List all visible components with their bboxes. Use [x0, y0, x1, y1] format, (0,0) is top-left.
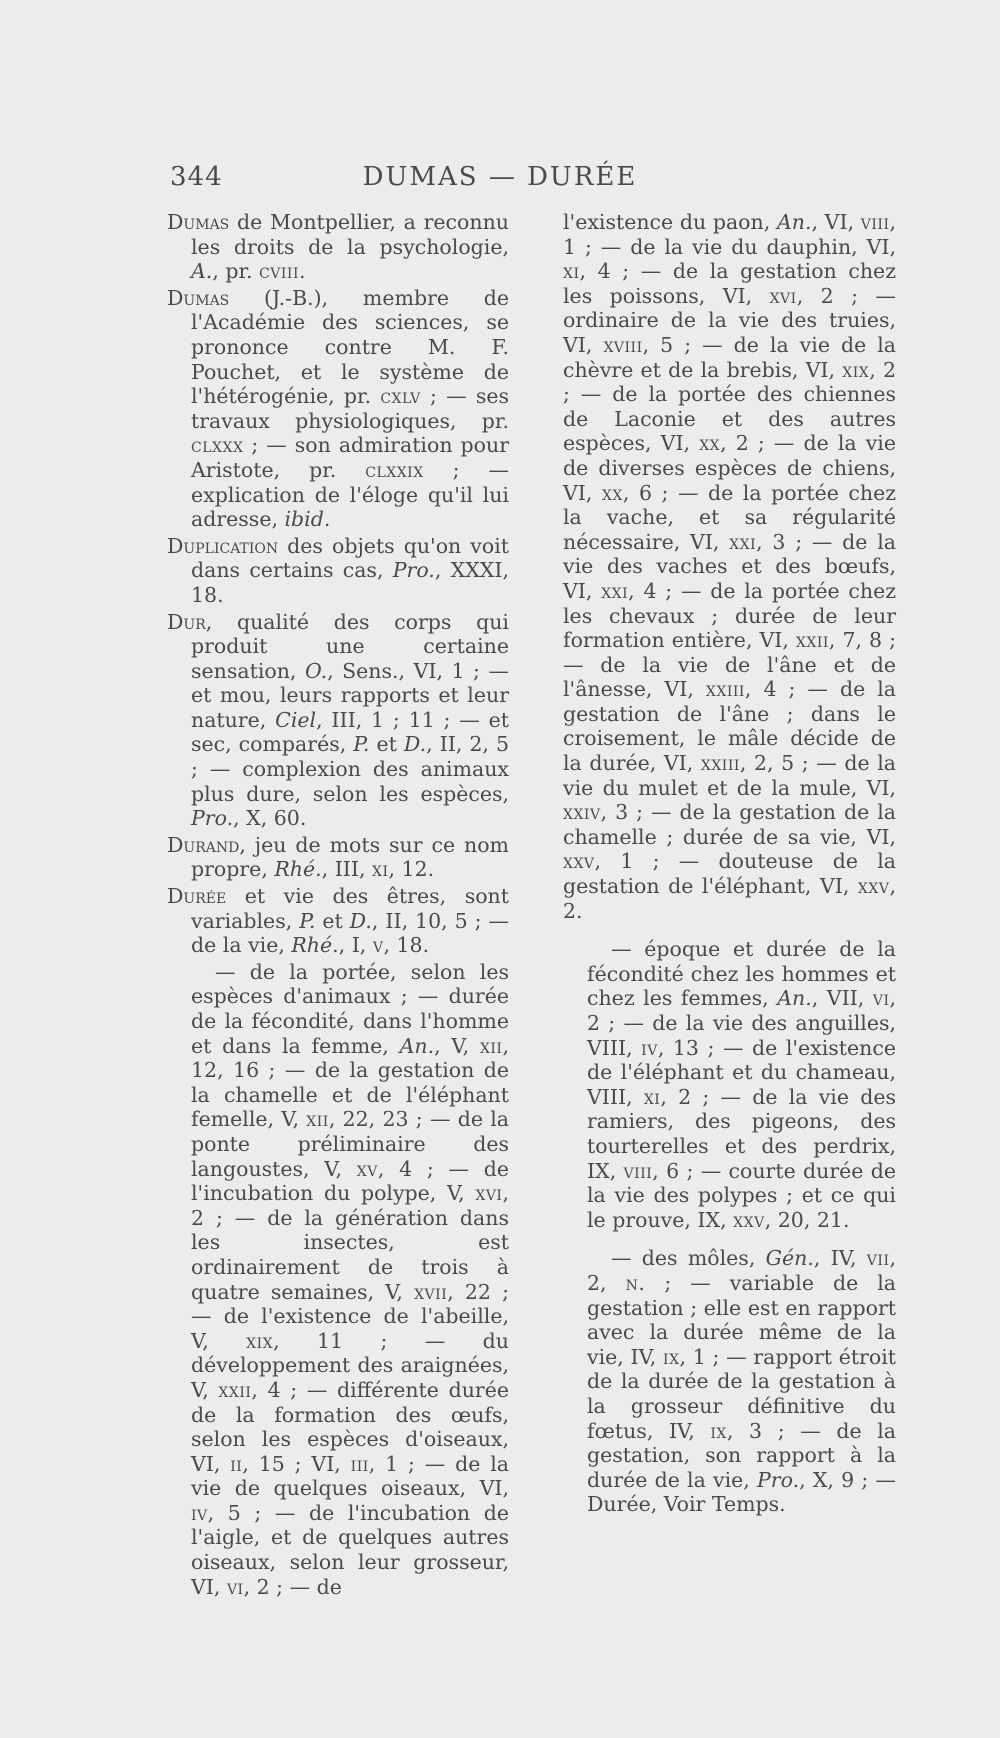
index-entry [563, 210, 896, 923]
index-entry [563, 1246, 896, 1517]
entry-headword: Durée [167, 884, 227, 909]
page-number: 344 [170, 162, 223, 192]
entry-headword: Dumas [167, 210, 230, 234]
entry-text: , jeu de mots sur ce nom propre, Rhé., III, xi, 12. [191, 832, 509, 882]
page-title: DUMAS — DURÉE [362, 162, 638, 192]
index-entry [167, 610, 509, 831]
entry-text: et vie des êtres, sont variables, P. et D., II, 10, 5 ; — de la vie, Rhé., I, v, 18. [191, 884, 510, 958]
entry-text: l'existence du paon, An., VI, viii, 1 ; — de la vie du dauphin, VI, xi, 4 ; — de la gestation chez les poissons, VI, xvi, 2 ; — ordinaire de la vie des truies, VI, xviii, 5 ; — de la vie de la chèvre et de la brebis, VI, xix, 2 ; — de la portée des chiennes de Laconie et des autres espèces, VI, xx, 2 ; — de la vie de diverses espèces de chiens, VI, xx, 6 ; — de la portée chez la vache, et sa régularité nécessaire, VI, xxi, 3 ; — de la vie des vaches et des bœufs, VI, xxi, 4 ; — de la portée chez les chevaux ; durée de leur formation entière, VI, xxii, 7, 8 ; — de la vie de l'âne et de l'ânesse, VI, xxiii, 4 ; — de la gestation de l'âne ; dans le croisement, le mâle décide de la durée, VI, xxiii, 2, 5 ; — de la vie du mulet et de la mule, VI, xxiv, 3 ; — de la gestation de la chamelle ; durée de sa vie, VI, xxv, 1 ; — douteuse de la gestation de l'éléphant, VI, xxv, 2. [563, 210, 897, 923]
entry-text: , qualité des corps qui produit une certaine sensation, O., Sens., VI, 1 ; — et mou, leurs rapports et leur nature, Ciel, III, 1 ; 11 ; — et sec, comparés, P. et D., II, 2, 5 ; — complexion des animaux plus dure, selon les espèces, Pro., X, 60. [191, 609, 509, 831]
index-entry [563, 937, 896, 1232]
entry-text: — des môles, Gén., IV, vii, 2, n. ; — variable de la gestation ; elle est en rapport avec la durée même de la vie, IV, ix, 1 ; — rapport étroit de la durée de la gestation à la grosseur définitive du fœtus, IV, ix, 3 ; — de la gestation, son rapport à la durée de la vie, Pro., X, 9 ; — Durée, Voir Temps. [587, 1246, 896, 1517]
entry-headword: Dur [167, 609, 206, 634]
index-entry [167, 286, 509, 532]
entry-text: des objets qu'on voit dans certains cas, Pro., XXXI, 18. [191, 533, 509, 607]
index-entry [167, 210, 509, 284]
entry-text: de Montpellier, a reconnu les droits de la psychologie, A., pr. cviii. [191, 210, 509, 284]
index-entry [167, 833, 509, 882]
index-entry [167, 960, 509, 1599]
entry-headword: Dumas [167, 285, 230, 310]
index-entry [167, 884, 509, 958]
entry-headword: Durand [167, 832, 240, 857]
left-column [167, 210, 509, 1601]
entry-text: — époque et durée de la fécondité chez les hommes et chez les femmes, An., VII, vi, 2 ; — de la vie des anguilles, VIII, iv, 13 ; — de l'existence de l'éléphant et du chameau, VIII, xi, 2 ; — de la vie des ramiers, des pigeons, des tourterelles et des perdrix, IX, viii, 6 ; — courte durée de la vie des polypes ; et ce qui le prouve, IX, xxv, 20, 21. [587, 937, 897, 1232]
right-column [563, 210, 896, 1519]
entry-text: — de la portée, selon les espèces d'animaux ; — durée de la fécondité, dans l'homme et dans la femme, An., V, xii, 12, 16 ; — de la gestation de la chamelle et de l'éléphant femelle, V, xii, 22, 23 ; — de la ponte préliminaire des langoustes, V, xv, 4 ; — de l'incubation du polype, V, xvi, 2 ; — de la génération dans les insectes, est ordinairement de trois à quatre semaines, V, xvii, 22 ; — de l'existence de l'abeille, V, xix, 11 ; — du développement des araignées, V, xxii, 4 ; — différente durée de la formation des œufs, selon les espèces d'oiseaux, VI, ii, 15 ; VI, iii, 1 ; — de la vie de quelques oiseaux, VI, iv, 5 ; — de l'incubation de l'aigle, et de quelques autres oiseaux, selon leur grosseur, VI, vi, 2 ; — de [191, 959, 510, 1599]
entry-headword: Duplication [167, 533, 279, 558]
index-entry [167, 534, 509, 608]
entry-text: (J.-B.), membre de l'Académie des sciences, se prononce contre M. F. Pouchet, et le système de l'hétérogénie, pr. cxlv ; — ses travaux physiologiques, pr. clxxx ; — son admiration pour Aristote, pr. clxxix ; — explication de l'éloge qu'il lui adresse, ibid. [191, 285, 509, 532]
running-header [0, 162, 1000, 202]
